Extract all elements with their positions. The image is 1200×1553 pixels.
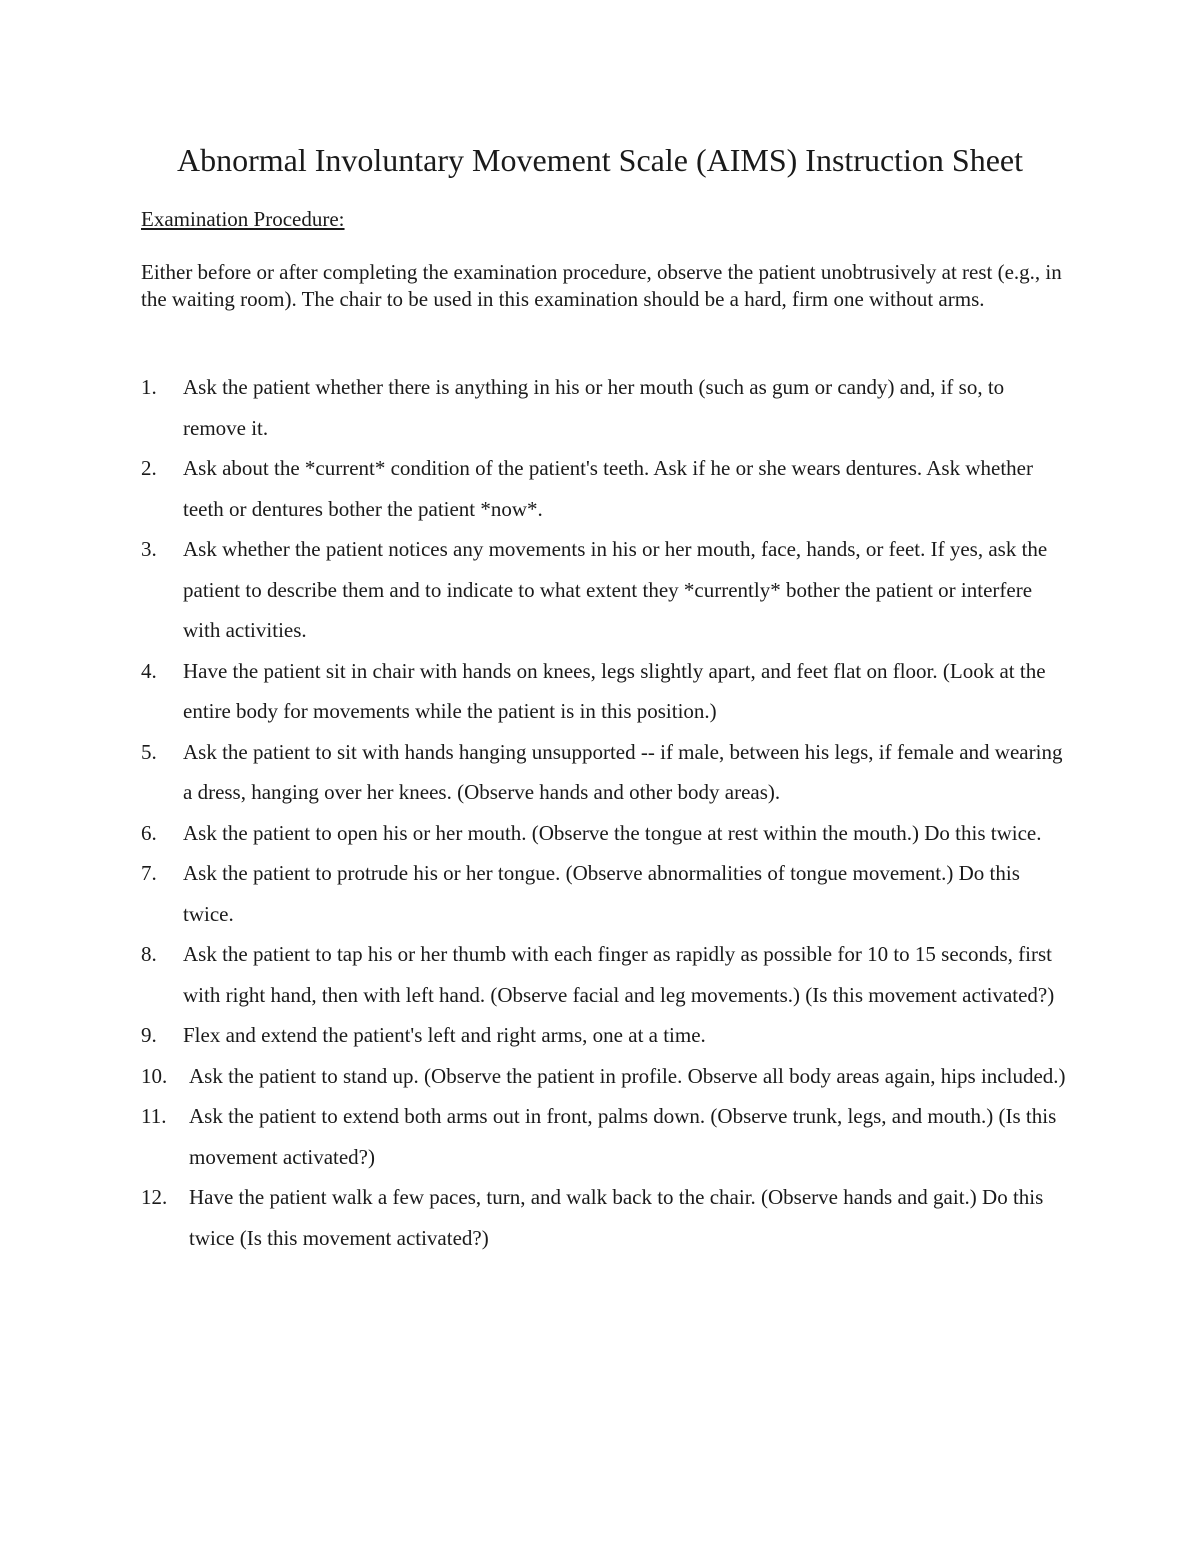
step-number: 2. [141, 456, 157, 480]
procedure-step [141, 1015, 1066, 1056]
step-text: Ask whether the patient notices any movements in his or her mouth, face, hands, or feet. If yes, ask the patient to describe them and to indicate to what extent they *currently* bother the patient or interfere with activities. [183, 537, 1048, 642]
procedure-step [141, 529, 1066, 651]
step-number: 8. [141, 942, 157, 966]
procedure-step [141, 367, 1066, 448]
step-text: Ask the patient to open his or her mouth. (Observe the tongue at rest within the mouth.) Do this twice. [183, 820, 1042, 845]
step-number: 10. [141, 1063, 168, 1088]
step-text: Ask the patient to extend both arms out in front, palms down. (Observe trunk, legs, and mouth.) (Is this movement activated?) [189, 1104, 1057, 1169]
step-text: Ask the patient to sit with hands hanging unsupported -- if male, between his legs, if female and wearing a dress, hanging over her knees. (Observe hands and other body areas). [183, 739, 1063, 804]
intro-paragraph: Either before or after completing the examination procedure, observe the patient unobtrusively at rest (e.g., in the waiting room). The chair to be used in this examination should be a hard, firm one without arms. [141, 260, 1062, 311]
step-text: Ask the patient whether there is anything in his or her mouth (such as gum or candy) and, if so, to remove it. [183, 375, 1005, 440]
procedure-step [141, 448, 1066, 529]
step-text: Flex and extend the patient's left and right arms, one at a time. [183, 1023, 706, 1047]
procedure-step [141, 813, 1066, 854]
step-text: Ask the patient to protrude his or her tongue. (Observe abnormalities of tongue movement.) Do this twice. [183, 861, 1020, 926]
section-heading: Examination Procedure: [141, 207, 345, 231]
procedure-step [141, 1096, 1066, 1177]
step-number: 5. [141, 739, 157, 764]
step-number: 1. [141, 375, 157, 399]
procedure-step [141, 1056, 1066, 1097]
step-number: 11. [141, 1104, 167, 1128]
procedure-step [141, 1177, 1066, 1258]
step-number: 6. [141, 820, 157, 845]
step-number: 9. [141, 1023, 157, 1047]
procedure-step [141, 934, 1066, 1015]
step-text: Ask about the *current* condition of the patient's teeth. Ask if he or she wears dentures. Ask whether teeth or dentures bother the patient *now*. [183, 456, 1033, 521]
procedure-step [141, 651, 1066, 732]
step-number: 3. [141, 537, 157, 561]
procedure-step [141, 853, 1066, 934]
step-text: Ask the patient to tap his or her thumb with each finger as rapidly as possible for 10 to 15 seconds, first with right hand, then with left hand. (Observe facial and leg movements.) (Is this movement activated?) [183, 942, 1055, 1007]
step-number: 7. [141, 861, 157, 885]
procedure-step [141, 732, 1066, 813]
step-number: 12. [141, 1185, 168, 1209]
step-number: 4. [141, 658, 157, 683]
step-text: Have the patient walk a few paces, turn, and walk back to the chair. (Observe hands and gait.) Do this twice (Is this movement activated?) [189, 1185, 1044, 1250]
step-text: Ask the patient to stand up. (Observe the patient in profile. Observe all body areas again, hips included.) [189, 1063, 1066, 1088]
step-text: Have the patient sit in chair with hands on knees, legs slightly apart, and feet flat on floor. (Look at the entire body for movements while the patient is in this position.) [183, 658, 1046, 723]
document-title: Abnormal Involuntary Movement Scale (AIMS) Instruction Sheet [176, 142, 1024, 178]
procedure-steps-list [141, 367, 1066, 1258]
